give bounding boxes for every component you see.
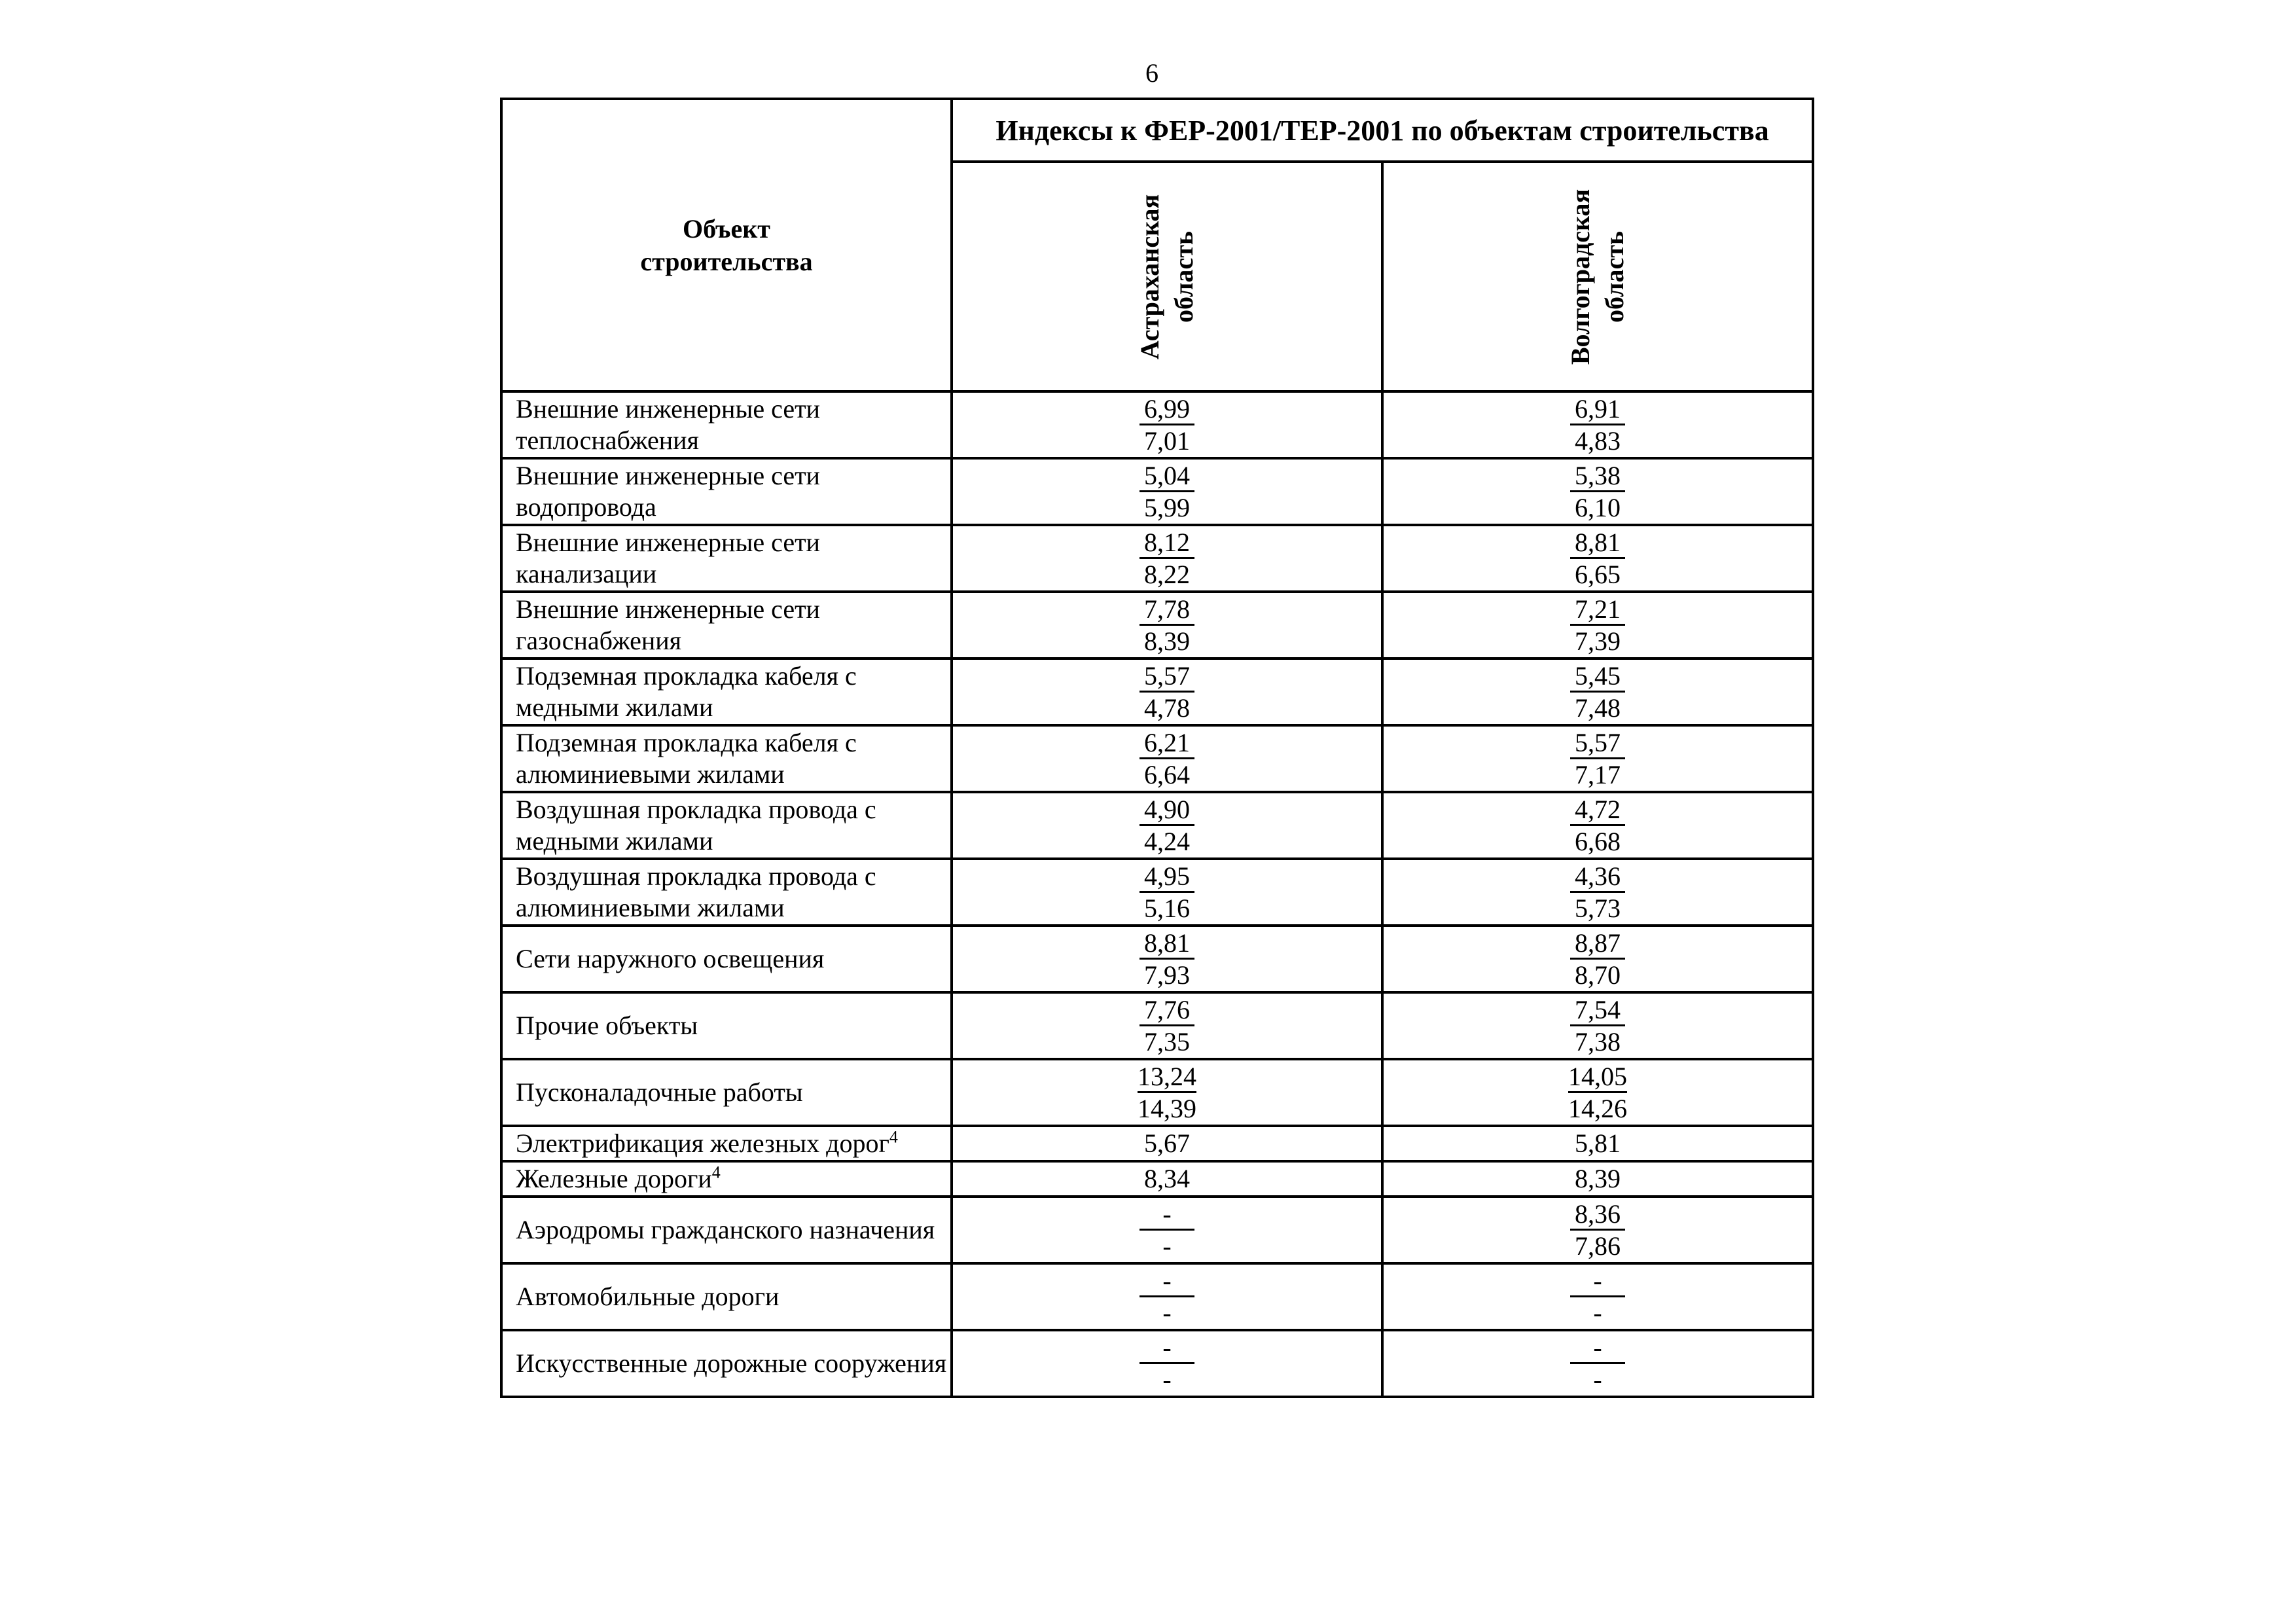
- ter-index-value: -: [1593, 1298, 1602, 1327]
- object-header-line-1: Объект: [683, 213, 770, 244]
- ter-index-value: 6,68: [1575, 827, 1621, 856]
- ter-index-value: 7,39: [1575, 626, 1621, 656]
- row-object-name: [501, 1161, 952, 1197]
- value-astrakhan: [952, 1161, 1382, 1197]
- page-number: 6: [1145, 58, 1158, 88]
- fer-index-value: 5,45: [1570, 662, 1625, 693]
- fer-index-value: 7,21: [1570, 595, 1625, 626]
- value-astrakhan: [952, 1197, 1382, 1263]
- fer-index-value: 7,76: [1139, 996, 1194, 1026]
- table-row: [501, 859, 1813, 926]
- object-name-text: Аэродромы гражданского назначения: [516, 1215, 935, 1244]
- ter-index-value: -: [1162, 1231, 1172, 1261]
- fer-index-value: 4,36: [1570, 862, 1625, 893]
- value-astrakhan: [952, 1330, 1382, 1397]
- value-astrakhan: [952, 992, 1382, 1059]
- fer-index-value: 4,72: [1570, 795, 1625, 826]
- value-volgograd: [1382, 525, 1813, 592]
- index-value: 8,34: [1144, 1164, 1190, 1193]
- ter-index-value: 5,16: [1144, 893, 1190, 923]
- value-volgograd: [1382, 1197, 1813, 1263]
- region-header-volgograd: [1382, 162, 1813, 391]
- value-astrakhan: [952, 592, 1382, 659]
- ter-index-value: 4,24: [1144, 827, 1190, 856]
- row-object-name: [501, 458, 952, 525]
- ter-index-value: 7,01: [1144, 426, 1190, 456]
- ter-index-value: 6,64: [1144, 760, 1190, 789]
- ter-index-value: 7,86: [1575, 1231, 1621, 1261]
- value-astrakhan: [952, 525, 1382, 592]
- table-row: [501, 792, 1813, 859]
- table-row: [501, 1330, 1813, 1397]
- row-object-name: [501, 992, 952, 1059]
- object-name-text: Искусственные дорожные сооружения: [516, 1348, 947, 1378]
- region-header-line-2: область: [1600, 230, 1629, 323]
- object-column-header: [501, 99, 952, 391]
- row-object-name: [501, 725, 952, 792]
- object-name-text: Автомобильные дороги: [516, 1282, 780, 1311]
- table-row: [501, 1126, 1813, 1161]
- table-row: [501, 725, 1813, 792]
- value-volgograd: [1382, 1263, 1813, 1330]
- row-object-name: [501, 1059, 952, 1126]
- table-row: [501, 458, 1813, 525]
- fer-index-value: 5,57: [1139, 662, 1194, 693]
- value-astrakhan: [952, 659, 1382, 725]
- fer-index-value: 8,12: [1139, 528, 1194, 559]
- region-header-astrakhan: [952, 162, 1382, 391]
- ter-index-value: 7,38: [1575, 1027, 1621, 1056]
- object-header-line-2: строительства: [640, 246, 813, 276]
- ter-index-value: 7,48: [1575, 693, 1621, 723]
- table-row: [501, 592, 1813, 659]
- index-value: 8,39: [1575, 1164, 1621, 1193]
- object-name-text: Железные дороги: [516, 1164, 712, 1193]
- fer-index-value: 8,36: [1570, 1200, 1625, 1231]
- row-object-name: [501, 391, 952, 458]
- object-name-text: Внешние инженерные сети теплоснабжения: [516, 394, 820, 455]
- fer-index-value: 13,24: [1138, 1062, 1196, 1093]
- ter-index-value: -: [1162, 1365, 1172, 1394]
- fer-index-value: 8,81: [1570, 528, 1625, 559]
- value-volgograd: [1382, 458, 1813, 525]
- region-header-line-1: Волгоградская: [1566, 189, 1595, 365]
- row-object-name: [501, 859, 952, 926]
- ter-index-value: 8,22: [1144, 560, 1190, 589]
- object-name-text: Внешние инженерные сети водопровода: [516, 461, 820, 522]
- row-object-name: [501, 1330, 952, 1397]
- object-name-text: Пусконаладочные работы: [516, 1077, 803, 1107]
- value-volgograd: [1382, 926, 1813, 992]
- region-header-line-2: область: [1168, 230, 1198, 323]
- value-volgograd: [1382, 859, 1813, 926]
- object-name-text: Сети наружного освещения: [516, 944, 825, 973]
- value-volgograd: [1382, 659, 1813, 725]
- ter-index-value: 7,17: [1575, 760, 1621, 789]
- fer-index-value: 14,05: [1568, 1062, 1627, 1093]
- value-astrakhan: [952, 859, 1382, 926]
- table-row: [501, 1059, 1813, 1126]
- value-astrakhan: [952, 926, 1382, 992]
- ter-index-value: 6,10: [1575, 493, 1621, 522]
- fer-index-value: -: [1570, 1267, 1625, 1297]
- fer-index-value: 6,91: [1570, 395, 1625, 425]
- footnote-mark: 4: [711, 1163, 721, 1182]
- table-body: [501, 391, 1813, 1397]
- ter-index-value: 7,93: [1144, 960, 1190, 990]
- row-object-name: [501, 659, 952, 725]
- value-astrakhan: [952, 458, 1382, 525]
- fer-index-value: 8,87: [1570, 929, 1625, 960]
- value-astrakhan: [952, 1263, 1382, 1330]
- row-object-name: [501, 1126, 952, 1161]
- value-volgograd: [1382, 1161, 1813, 1197]
- region-header-line-1: Астраханская: [1134, 194, 1164, 359]
- fer-index-value: 5,38: [1570, 461, 1625, 492]
- fer-index-value: 7,54: [1570, 996, 1625, 1026]
- value-astrakhan: [952, 792, 1382, 859]
- ter-index-value: 7,35: [1144, 1027, 1190, 1056]
- fer-index-value: 5,04: [1139, 461, 1194, 492]
- value-volgograd: [1382, 391, 1813, 458]
- ter-index-value: -: [1593, 1365, 1602, 1394]
- footnote-mark: 4: [889, 1127, 898, 1147]
- ter-index-value: 5,73: [1575, 893, 1621, 923]
- fer-index-value: 4,95: [1139, 862, 1194, 893]
- value-astrakhan: [952, 1126, 1382, 1161]
- table-row: [501, 992, 1813, 1059]
- ter-index-value: 4,78: [1144, 693, 1190, 723]
- object-name-text: Электрификация железных дорог: [516, 1128, 889, 1158]
- ter-index-value: 4,83: [1575, 426, 1621, 456]
- row-object-name: [501, 1263, 952, 1330]
- value-volgograd: [1382, 725, 1813, 792]
- ter-index-value: 8,39: [1144, 626, 1190, 656]
- fer-index-value: -: [1570, 1333, 1625, 1364]
- object-name-text: Прочие объекты: [516, 1011, 698, 1040]
- index-table: [500, 98, 1814, 1398]
- value-astrakhan: [952, 1059, 1382, 1126]
- object-name-text: Подземная прокладка кабеля с медными жилами: [516, 661, 857, 722]
- value-astrakhan: [952, 725, 1382, 792]
- ter-index-value: 6,65: [1575, 560, 1621, 589]
- table-row: [501, 1197, 1813, 1263]
- fer-index-value: 5,57: [1570, 729, 1625, 759]
- row-object-name: [501, 1197, 952, 1263]
- object-name-text: Воздушная прокладка провода с медными жилами: [516, 795, 876, 856]
- table-row: [501, 1161, 1813, 1197]
- object-name-text: Подземная прокладка кабеля с алюминиевыми жилами: [516, 728, 857, 789]
- fer-index-value: -: [1139, 1333, 1194, 1364]
- row-object-name: [501, 525, 952, 592]
- fer-index-value: 7,78: [1139, 595, 1194, 626]
- fer-index-value: 6,99: [1139, 395, 1194, 425]
- row-object-name: [501, 792, 952, 859]
- value-volgograd: [1382, 792, 1813, 859]
- ter-index-value: -: [1162, 1298, 1172, 1327]
- table-row: [501, 525, 1813, 592]
- object-name-text: Внешние инженерные сети канализации: [516, 528, 820, 588]
- value-volgograd: [1382, 1330, 1813, 1397]
- index-value: 5,67: [1144, 1128, 1190, 1158]
- value-volgograd: [1382, 592, 1813, 659]
- fer-index-value: -: [1139, 1200, 1194, 1231]
- value-volgograd: [1382, 1059, 1813, 1126]
- table-row: [501, 391, 1813, 458]
- ter-index-value: 8,70: [1575, 960, 1621, 990]
- value-volgograd: [1382, 1126, 1813, 1161]
- index-group-header: Индексы к ФЕР-2001/ТЕР-2001 по объектам строительства: [952, 99, 1813, 162]
- object-name-text: Внешние инженерные сети газоснабжения: [516, 594, 820, 655]
- ter-index-value: 5,99: [1144, 493, 1190, 522]
- fer-index-value: -: [1139, 1267, 1194, 1297]
- table-row: [501, 926, 1813, 992]
- row-object-name: [501, 926, 952, 992]
- fer-index-value: 6,21: [1139, 729, 1194, 759]
- ter-index-value: 14,39: [1138, 1094, 1196, 1123]
- fer-index-value: 4,90: [1139, 795, 1194, 826]
- table-row: [501, 659, 1813, 725]
- row-object-name: [501, 592, 952, 659]
- ter-index-value: 14,26: [1568, 1094, 1627, 1123]
- fer-index-value: 8,81: [1139, 929, 1194, 960]
- object-name-text: Воздушная прокладка провода с алюминиевыми жилами: [516, 861, 876, 922]
- value-astrakhan: [952, 391, 1382, 458]
- index-value: 5,81: [1575, 1128, 1621, 1158]
- table-row: [501, 1263, 1813, 1330]
- value-volgograd: [1382, 992, 1813, 1059]
